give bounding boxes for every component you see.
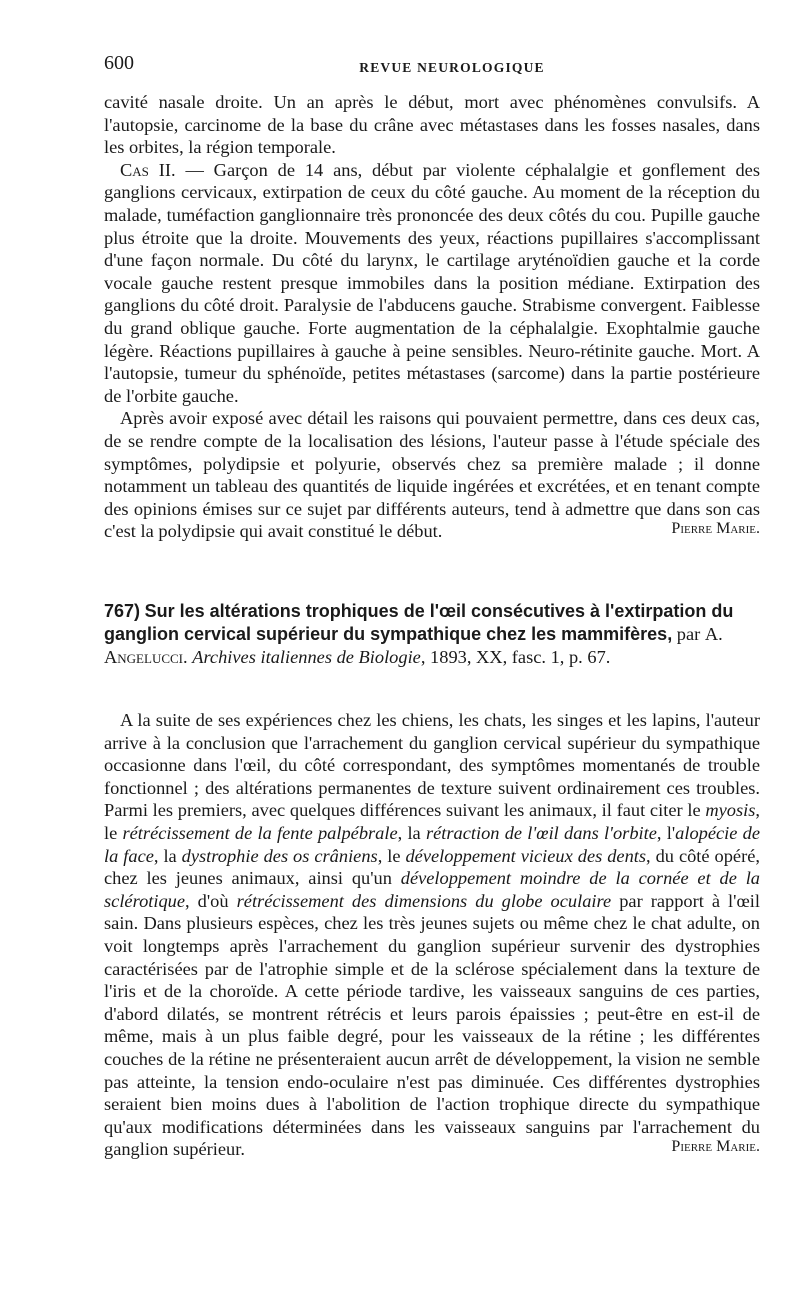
text-run: , le [377,845,406,866]
paragraph-case-1-end: cavité nasale droite. Un an après le début, mort avec phénomènes convulsifs. A l'autopsie, carcinome de la base du crâne avec métastases dans les fosses nasales, dans les orbites, la région temporale. [104,92,760,158]
article-journal: Archives italiennes de Biologie [192,647,421,667]
article-title: Sur les altérations trophiques de l'œil consécutives à l'extirpation du ganglion cervical supérieur du sympathique chez les mammifères, [104,601,734,644]
running-head: REVUE NEUROLOGIQUE [359,60,545,75]
article-body [104,709,761,1160]
term-retraction-oeil: rétraction de l'œil dans l'orbite [425,822,657,843]
paragraph-discussion: Après avoir exposé avec détail les raisons qui pouvaient permettre, dans ces deux cas, de se rendre compte de la localisation des lésions, l'auteur passe à l'étude spéciale des symptômes, polydipsie et polyurie, observés chez sa première malade ; il donne notamment un tableau des quantités de liquide ingérées et excrétées, et en tenant compte des opinions émises sur ce sujet par différents auteurs, tend à admettre que dans son cas c'est la polydipsie qui avait constitué le début. [104,408,760,542]
article-heading [104,600,760,669]
page-number: 600 [104,52,134,74]
signature-2: Pierre Marie. [671,1138,760,1156]
case-report-block [104,91,760,542]
text-run: , la [153,845,182,866]
term-retrecissement-fente: rétrécissement de la fente palpébrale [122,822,398,843]
case-2-text: — Garçon de 14 ans, début par violente céphalalgie et gonflement des ganglions cervicaux, extirpation de ceux du côté gauche. Au moment de la réception du malade, tuméfaction ganglionnaire très prononcée des deux côtés du cou. Pupille gauche plus étroite que la droite. Mouvements des yeux, réactions pupillaires s'accomplissant d'une façon normale. Du côté du larynx, le cartilage aryténoïdien gauche et la corde vocale gauche restent presque immobiles dans la position médiane. Extirpation des ganglions du côté droit. Paralysie de l'abducens gauche. Strabisme convergent. Faiblesse du grand oblique gauche. Forte augmentation de la céphalalgie. Exophtalmie gauche légère. Réactions pupillaires à gauche à peine sensibles. Neuro-rétinite gauche. Mort. A l'autopsie, tumeur du sphénoïde, petites métastases (sarcome) dans la partie postérieure de l'orbite gauche. [104,159,760,406]
article-author: A. Angelucci. [104,624,723,667]
term-alopecie: alopécie de la face [104,822,761,866]
term-developpement-dents: développement vicieux des dents [405,845,647,866]
paragraph-article [104,709,760,1161]
text-run: , d'où [185,890,237,911]
article-title-line [104,600,760,669]
paragraph-case-2 [104,159,760,408]
text-run: , la [397,822,426,843]
term-developpement-cornee: développement moindre de la cornée et de la sclérotique [104,868,760,911]
text-run: , l' [656,822,676,843]
case-label: Cas II. [120,159,176,180]
article-by: par [672,624,705,644]
article-citation: , 1893, XX, fasc. 1, p. 67. [420,647,611,667]
page-header [100,52,744,82]
term-myosis: myosis [705,800,756,821]
text-run: A la suite de ses expériences chez les chiens, les chats, les singes et les lapins, l'auteur arrive à la conclusion que l'arrachement du ganglion cervical supérieur du sympathique occasionne dans l'œil, du côté correspondant, des symptômes momentanés de trouble fonctionnel ; des altérations permanentes de texture suivent ordinairement ces troubles. Parmi les premiers, avec quelques différences suivant les animaux, il faut citer le [104,710,760,821]
text-run: , du côté opéré, chez les jeunes animaux, ainsi qu'un [104,845,760,889]
term-retrecissement-globe: rétrécissement des dimensions du globe oculaire [236,890,612,911]
signature-1: Pierre Marie. [671,520,760,538]
article-number: 767) [104,601,141,621]
text-run: par rapport à l'œil sain. Dans plusieurs espèces, chez les très jeunes sujets ou même chez le chat adulte, on voit longtemps après l'arrachement du ganglion supérieur survenir des dystrophies caractérisées par de l'atrophie simple et de la sclérose spécialement dans la texture de l'iris et de la choroïde. A cette période tardive, les vaisseaux sanguins de ces parties, d'abord dilatés, se montrent rétrécis et leurs parois épaissies ; peut-être en est-il de même, mais à un plus faible degré, pour les vaisseaux de la rétine ; les différentes couches de la rétine ne présenteraient aucun arrêt de développement, la vision ne semble pas atteinte, la tension endo-oculaire n'est pas diminuée. Ces différentes dystrophies seraient bien moins dues à l'abolition de l'action trophique directe du sympathique qu'aux modifications déterminées dans les vaisseaux sanguins par l'arrachement du ganglion supérieur. [104,890,760,1160]
term-dystrophie-os: dystrophie des os crâniens [181,845,378,866]
text-run: , le [104,800,760,843]
